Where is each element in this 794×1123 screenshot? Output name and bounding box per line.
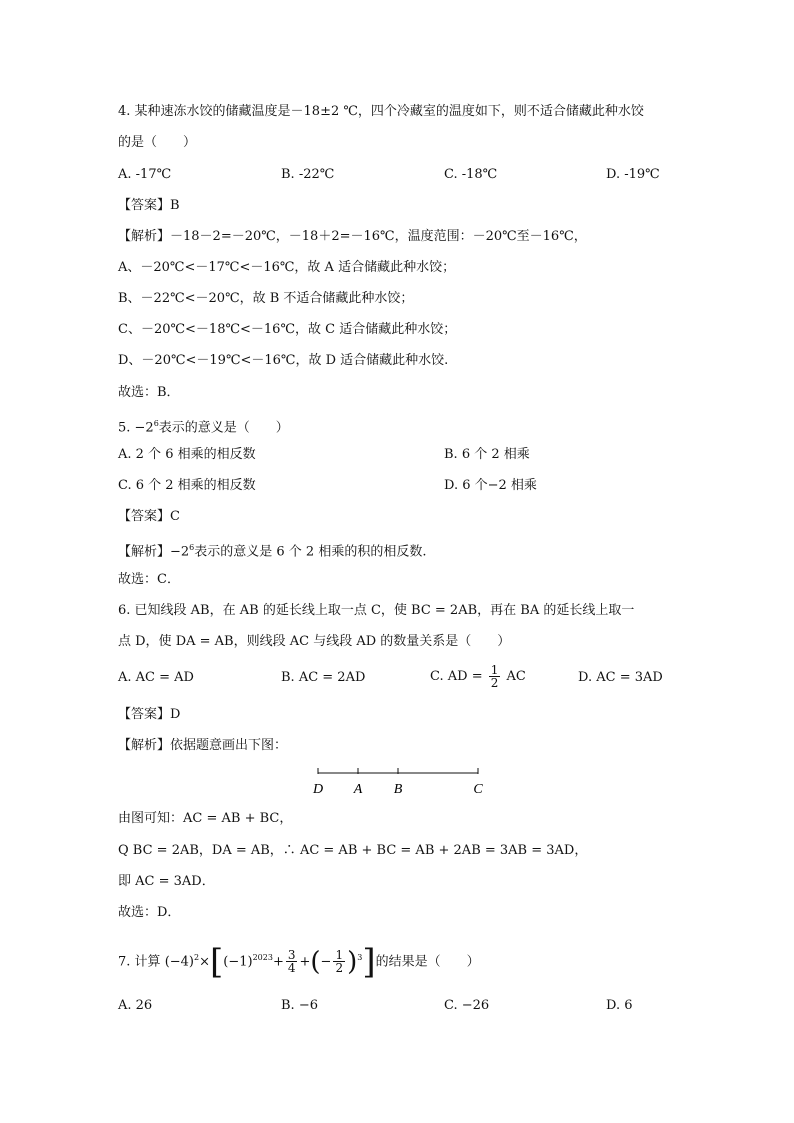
q7-base: (−4)	[164, 954, 194, 970]
line-segment-diagram	[300, 765, 500, 799]
q7-plus-1: +	[272, 954, 284, 970]
q6-stem-line1: 6. 已知线段 AB，在 AB 的延长线上取一点 C，使 BC = 2AB，再在 BA 的延长线上取一	[118, 603, 635, 618]
q7-times: ×	[199, 954, 210, 970]
q4-option-a: A. -17℃	[118, 167, 172, 182]
q6-step-1: Q BC = 2AB，DA = AB，∴ AC = AB + BC = AB + 2AB = 3AB = 3AD，	[118, 843, 588, 858]
q5-option-b: B. 6 个 2 相乘	[444, 447, 530, 462]
q6-step-0: 由图可知：AC = AB + BC，	[118, 811, 293, 826]
left-bracket: [	[210, 941, 224, 982]
fraction-denominator: 2	[490, 676, 499, 690]
q7-inner-base: (−1)	[223, 954, 253, 970]
left-paren: (	[310, 946, 321, 977]
q7-prefix: 7. 计算	[118, 954, 161, 970]
fraction-numerator: 1	[490, 663, 499, 677]
right-paren: )	[347, 946, 358, 977]
q5-stem-prefix: 5. −2	[118, 420, 154, 436]
q5-answer: 【答案】C	[118, 509, 180, 524]
q4-explain-3: C、－20℃<－18℃<－16℃，故 C 适合储藏此种水饺；	[118, 322, 457, 337]
q4-option-d: D. -19℃	[606, 167, 660, 182]
q7-option-b: B. −6	[281, 998, 318, 1013]
q7-suffix: 的结果是（ ）	[375, 954, 480, 970]
q7-stem	[118, 935, 480, 985]
q5-option-d: D. 6 个−2 相乘	[444, 478, 537, 493]
fraction-numerator: 3	[287, 948, 296, 963]
fraction-denominator: 2	[335, 961, 344, 976]
q6-step-2: 即 AC = 3AD．	[118, 874, 215, 889]
q6-option-c-suffix: AC	[506, 669, 526, 684]
point-c-label: C	[473, 782, 483, 797]
q5-option-c: C. 6 个 2 相乘的相反数	[118, 478, 256, 493]
q7-negative: −	[320, 954, 332, 970]
q6-option-a: A. AC = AD	[118, 670, 194, 685]
q6-conclusion: 故选：D．	[118, 905, 181, 920]
q5-option-a: A. 2 个 6 相乘的相反数	[118, 447, 256, 462]
q7-fraction-1	[286, 949, 298, 974]
q4-stem-line1: 4. 某种速冻水饺的储藏温度是－18±2 ℃，四个冷藏室的温度如下，则不适合储藏此种水饺	[118, 104, 644, 119]
q6-stem-line2: 点 D，使 DA = AB，则线段 AC 与线段 AD 的数量关系是（ ）	[118, 634, 511, 649]
q5-explain-prefix: 【解析】−2	[118, 544, 190, 560]
fraction-numerator: 1	[335, 948, 344, 963]
q7-option-c: C. −26	[444, 998, 490, 1013]
point-a-label: A	[353, 782, 363, 797]
q4-explain-1: A、－20℃<－17℃<－16℃，故 A 适合储藏此种水饺；	[118, 260, 456, 275]
q6-option-b: B. AC = 2AD	[281, 670, 366, 685]
q4-option-c: C. -18℃	[444, 167, 498, 182]
q7-fraction-2	[333, 949, 345, 974]
q5-explain-exponent: 6	[189, 543, 195, 552]
point-b-label: B	[393, 782, 403, 797]
q6-option-c	[430, 660, 526, 694]
q4-answer: 【答案】B	[118, 198, 180, 213]
q4-stem-line2: 的是（ ）	[118, 135, 197, 150]
q4-conclusion: 故选：B．	[118, 385, 180, 400]
q5-conclusion: 故选：C．	[118, 572, 180, 587]
q7-base-exponent: 2	[194, 953, 200, 962]
q7-option-d: D. 6	[606, 998, 633, 1013]
q5-stem-exponent: 6	[153, 419, 159, 428]
q5-explain	[118, 539, 426, 561]
q4-option-b: B. -22℃	[281, 167, 335, 182]
q5-stem	[118, 415, 289, 437]
q7-fraction-exponent: 3	[357, 953, 363, 962]
q5-stem-suffix: 表示的意义是（ ）	[158, 420, 289, 436]
q4-explain-2: B、－22℃<－20℃，故 B 不适合储藏此种水饺；	[118, 291, 414, 306]
q6-option-c-prefix: C. AD =	[430, 669, 483, 684]
q6-answer: 【答案】D	[118, 707, 181, 722]
q6-option-d: D. AC = 3AD	[578, 670, 663, 685]
q4-explain-4: D、－20℃<－19℃<－16℃，故 D 适合储藏此种水饺.	[118, 353, 449, 368]
fraction-denominator: 4	[287, 961, 296, 976]
q7-inner-exponent: 2023	[252, 953, 273, 962]
q7-option-a: A. 26	[118, 998, 153, 1013]
point-d-label: D	[312, 782, 324, 797]
right-bracket: ]	[362, 941, 376, 982]
q4-explain-0: 【解析】－18－2=－20℃，－18＋2=－16℃，温度范围：－20℃至－16℃，	[118, 229, 587, 244]
q5-explain-suffix: 表示的意义是 6 个 2 相乘的积的相反数.	[194, 544, 427, 560]
q6-option-c-fraction	[489, 664, 501, 689]
q6-explain: 【解析】依据题意画出下图：	[118, 738, 288, 753]
q7-plus-2: +	[299, 954, 311, 970]
